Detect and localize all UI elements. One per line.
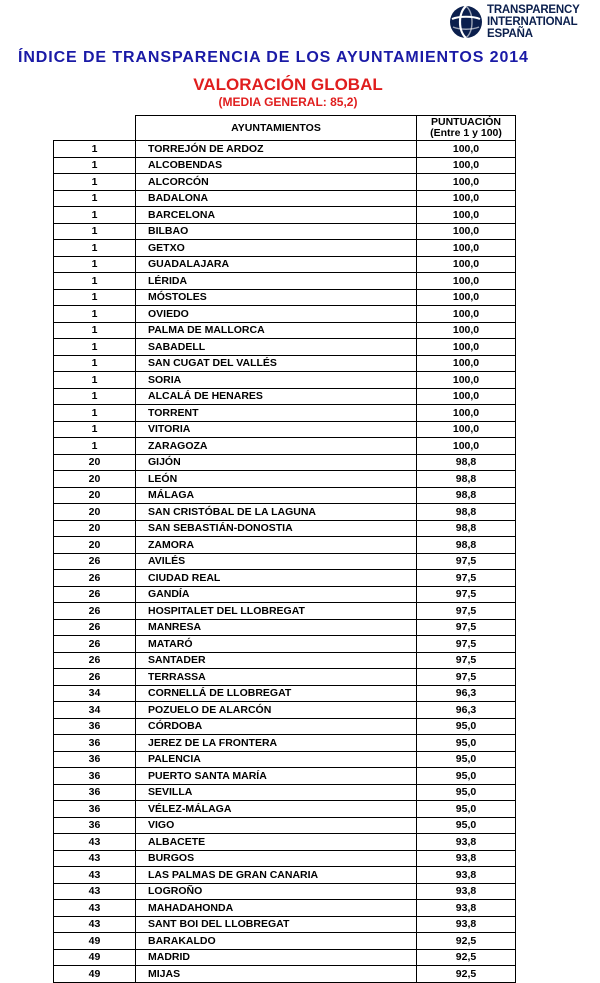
- score-cell: 100,0: [417, 405, 516, 422]
- rank-cell: 36: [54, 718, 136, 735]
- ayuntamiento-cell: MADRID: [136, 949, 417, 966]
- score-cell: 100,0: [417, 207, 516, 224]
- score-cell: 96,3: [417, 685, 516, 702]
- rank-cell: 43: [54, 900, 136, 917]
- rank-cell: 26: [54, 586, 136, 603]
- rank-cell: 1: [54, 355, 136, 372]
- score-cell: 97,5: [417, 586, 516, 603]
- ayuntamiento-cell: ALCALÁ DE HENARES: [136, 388, 417, 405]
- rank-cell: 20: [54, 487, 136, 504]
- score-cell: 100,0: [417, 174, 516, 191]
- ayuntamiento-cell: MANRESA: [136, 619, 417, 636]
- table-row: [54, 768, 516, 785]
- score-cell: 97,5: [417, 603, 516, 620]
- table-row: [54, 718, 516, 735]
- score-cell: 98,8: [417, 504, 516, 521]
- score-cell: 97,5: [417, 652, 516, 669]
- table-row: [54, 537, 516, 554]
- table-row: [54, 867, 516, 884]
- table-row: [54, 438, 516, 455]
- rank-cell: 1: [54, 190, 136, 207]
- score-cell: 100,0: [417, 306, 516, 323]
- ayuntamiento-cell: VÉLEZ-MÁLAGA: [136, 801, 417, 818]
- score-cell: 92,5: [417, 933, 516, 950]
- rank-cell: 43: [54, 883, 136, 900]
- table-row: [54, 520, 516, 537]
- rank-cell: 1: [54, 421, 136, 438]
- ayuntamiento-cell: LÉRIDA: [136, 273, 417, 290]
- rank-cell: 34: [54, 702, 136, 719]
- score-cell: 95,0: [417, 817, 516, 834]
- ayuntamiento-cell: MÓSTOLES: [136, 289, 417, 306]
- rank-cell: 1: [54, 256, 136, 273]
- rank-cell: 20: [54, 454, 136, 471]
- ayuntamiento-cell: VITORIA: [136, 421, 417, 438]
- ayuntamiento-cell: GIJÓN: [136, 454, 417, 471]
- rank-cell: 1: [54, 289, 136, 306]
- table-row: [54, 850, 516, 867]
- ayuntamiento-cell: VIGO: [136, 817, 417, 834]
- score-cell: 98,8: [417, 520, 516, 537]
- table-row: [54, 949, 516, 966]
- ayuntamiento-cell: SANTADER: [136, 652, 417, 669]
- table-row: [54, 405, 516, 422]
- score-cell: 93,8: [417, 867, 516, 884]
- table-row: [54, 817, 516, 834]
- score-cell: 100,0: [417, 223, 516, 240]
- score-cell: 93,8: [417, 900, 516, 917]
- score-cell: 97,5: [417, 570, 516, 587]
- ayuntamiento-cell: CÓRDOBA: [136, 718, 417, 735]
- logo-line-1: TRANSPARENCY: [487, 4, 580, 16]
- table-row: [54, 916, 516, 933]
- table-row: [54, 273, 516, 290]
- score-cell: 98,8: [417, 487, 516, 504]
- rank-cell: 20: [54, 504, 136, 521]
- rank-cell: 43: [54, 850, 136, 867]
- ayuntamiento-cell: ALCOBENDAS: [136, 157, 417, 174]
- ranking-table: [53, 115, 516, 983]
- score-cell: 100,0: [417, 273, 516, 290]
- ayuntamiento-cell: BADALONA: [136, 190, 417, 207]
- table-row: [54, 174, 516, 191]
- rank-cell: 26: [54, 669, 136, 686]
- ayuntamiento-cell: AVILÉS: [136, 553, 417, 570]
- score-cell: 100,0: [417, 141, 516, 158]
- puntuacion-label: PUNTUACIÓN: [431, 116, 501, 128]
- score-cell: 97,5: [417, 553, 516, 570]
- ayuntamiento-cell: MÁLAGA: [136, 487, 417, 504]
- table-row: [54, 751, 516, 768]
- score-cell: 100,0: [417, 388, 516, 405]
- score-cell: 100,0: [417, 256, 516, 273]
- score-cell: 93,8: [417, 834, 516, 851]
- rank-cell: 1: [54, 388, 136, 405]
- rank-cell: 26: [54, 553, 136, 570]
- rank-cell: 36: [54, 735, 136, 752]
- score-cell: 98,8: [417, 537, 516, 554]
- average-score: (MEDIA GENERAL: 85,2): [218, 95, 358, 109]
- score-cell: 95,0: [417, 751, 516, 768]
- ayuntamiento-cell: GETXO: [136, 240, 417, 257]
- score-cell: 95,0: [417, 801, 516, 818]
- ayuntamiento-cell: JEREZ DE LA FRONTERA: [136, 735, 417, 752]
- ranking-table-body: [54, 141, 516, 983]
- ayuntamiento-cell: PALMA DE MALLORCA: [136, 322, 417, 339]
- rank-cell: 43: [54, 834, 136, 851]
- table-row: [54, 619, 516, 636]
- table-row: [54, 801, 516, 818]
- ayuntamiento-cell: SEVILLA: [136, 784, 417, 801]
- rank-cell: 36: [54, 768, 136, 785]
- table-row: [54, 966, 516, 983]
- rank-cell: 34: [54, 685, 136, 702]
- page-subtitle: VALORACIÓN GLOBAL: [193, 75, 383, 94]
- table-row: [54, 784, 516, 801]
- ayuntamiento-cell: LAS PALMAS DE GRAN CANARIA: [136, 867, 417, 884]
- ayuntamiento-cell: LOGROÑO: [136, 883, 417, 900]
- table-row: [54, 685, 516, 702]
- table-row: [54, 240, 516, 257]
- rank-cell: 20: [54, 471, 136, 488]
- rank-cell: 49: [54, 933, 136, 950]
- ayuntamiento-cell: GANDÍA: [136, 586, 417, 603]
- rank-column-header: [54, 116, 136, 141]
- table-row: [54, 586, 516, 603]
- ayuntamiento-cell: PALENCIA: [136, 751, 417, 768]
- rank-cell: 36: [54, 801, 136, 818]
- score-cell: 98,8: [417, 471, 516, 488]
- table-row: [54, 306, 516, 323]
- rank-cell: 43: [54, 867, 136, 884]
- table-row: [54, 933, 516, 950]
- puntuacion-column-header: [417, 116, 516, 141]
- ayuntamiento-cell: SANT BOI DEL LLOBREGAT: [136, 916, 417, 933]
- table-row: [54, 223, 516, 240]
- rank-cell: 49: [54, 949, 136, 966]
- score-cell: 100,0: [417, 372, 516, 389]
- ayuntamiento-cell: SAN CUGAT DEL VALLÉS: [136, 355, 417, 372]
- score-cell: 95,0: [417, 784, 516, 801]
- ayuntamiento-cell: HOSPITALET DEL LLOBREGAT: [136, 603, 417, 620]
- rank-cell: 43: [54, 916, 136, 933]
- ayuntamiento-cell: CORNELLÁ DE LLOBREGAT: [136, 685, 417, 702]
- table-header-row: [54, 116, 516, 141]
- table-row: [54, 504, 516, 521]
- rank-cell: 26: [54, 652, 136, 669]
- table-row: [54, 289, 516, 306]
- rank-cell: 1: [54, 240, 136, 257]
- ayuntamiento-cell: PUERTO SANTA MARÍA: [136, 768, 417, 785]
- rank-cell: 1: [54, 223, 136, 240]
- table-row: [54, 372, 516, 389]
- ayuntamiento-cell: CIUDAD REAL: [136, 570, 417, 587]
- rank-cell: 1: [54, 157, 136, 174]
- ayuntamiento-cell: BILBAO: [136, 223, 417, 240]
- rank-cell: 36: [54, 817, 136, 834]
- ayuntamiento-cell: MIJAS: [136, 966, 417, 983]
- ayuntamiento-cell: POZUELO DE ALARCÓN: [136, 702, 417, 719]
- ayuntamiento-cell: BURGOS: [136, 850, 417, 867]
- ayuntamiento-cell: SAN CRISTÓBAL DE LA LAGUNA: [136, 504, 417, 521]
- ayuntamiento-cell: OVIEDO: [136, 306, 417, 323]
- table-row: [54, 322, 516, 339]
- ayuntamiento-cell: MAHADAHONDA: [136, 900, 417, 917]
- score-cell: 93,8: [417, 883, 516, 900]
- score-cell: 100,0: [417, 190, 516, 207]
- ayuntamiento-cell: MATARÓ: [136, 636, 417, 653]
- ayuntamiento-cell: SORIA: [136, 372, 417, 389]
- rank-cell: 1: [54, 141, 136, 158]
- table-row: [54, 141, 516, 158]
- table-row: [54, 421, 516, 438]
- table-row: [54, 636, 516, 653]
- rank-cell: 20: [54, 520, 136, 537]
- table-row: [54, 471, 516, 488]
- table-row: [54, 553, 516, 570]
- score-cell: 93,8: [417, 916, 516, 933]
- table-row: [54, 834, 516, 851]
- rank-cell: 1: [54, 174, 136, 191]
- transparency-international-logo: [449, 3, 599, 43]
- score-cell: 100,0: [417, 339, 516, 356]
- rank-cell: 1: [54, 405, 136, 422]
- table-row: [54, 900, 516, 917]
- table-row: [54, 702, 516, 719]
- table-row: [54, 669, 516, 686]
- ayuntamiento-cell: ZARAGOZA: [136, 438, 417, 455]
- score-cell: 100,0: [417, 355, 516, 372]
- rank-cell: 49: [54, 966, 136, 983]
- rank-cell: 1: [54, 322, 136, 339]
- score-cell: 100,0: [417, 322, 516, 339]
- score-cell: 93,8: [417, 850, 516, 867]
- ayuntamientos-column-header: AYUNTAMIENTOS: [136, 116, 417, 141]
- ayuntamiento-cell: TORREJÓN DE ARDOZ: [136, 141, 417, 158]
- score-cell: 92,5: [417, 949, 516, 966]
- globe-logo-icon: [449, 5, 483, 39]
- ayuntamiento-cell: ALCORCÓN: [136, 174, 417, 191]
- table-row: [54, 388, 516, 405]
- rank-cell: 1: [54, 273, 136, 290]
- table-row: [54, 883, 516, 900]
- table-row: [54, 207, 516, 224]
- rank-cell: 1: [54, 372, 136, 389]
- score-cell: 100,0: [417, 240, 516, 257]
- score-cell: 100,0: [417, 421, 516, 438]
- rank-cell: 36: [54, 784, 136, 801]
- table-row: [54, 487, 516, 504]
- table-row: [54, 339, 516, 356]
- table-row: [54, 735, 516, 752]
- ayuntamiento-cell: TORRENT: [136, 405, 417, 422]
- score-cell: 95,0: [417, 718, 516, 735]
- rank-cell: 26: [54, 619, 136, 636]
- ayuntamiento-cell: BARAKALDO: [136, 933, 417, 950]
- table-row: [54, 652, 516, 669]
- ayuntamiento-cell: ZAMORA: [136, 537, 417, 554]
- puntuacion-range: (Entre 1 y 100): [430, 127, 502, 139]
- table-row: [54, 157, 516, 174]
- rank-cell: 20: [54, 537, 136, 554]
- score-cell: 96,3: [417, 702, 516, 719]
- table-row: [54, 570, 516, 587]
- table-row: [54, 454, 516, 471]
- ayuntamiento-cell: GUADALAJARA: [136, 256, 417, 273]
- rank-cell: 26: [54, 603, 136, 620]
- score-cell: 92,5: [417, 966, 516, 983]
- score-cell: 97,5: [417, 619, 516, 636]
- score-cell: 98,8: [417, 454, 516, 471]
- table-row: [54, 603, 516, 620]
- logo-line-3: ESPAÑA: [487, 28, 533, 40]
- rank-cell: 1: [54, 339, 136, 356]
- score-cell: 100,0: [417, 438, 516, 455]
- rank-cell: 26: [54, 570, 136, 587]
- page-title: ÍNDICE DE TRANSPARENCIA DE LOS AYUNTAMIENTOS 2014: [18, 49, 529, 66]
- table-row: [54, 256, 516, 273]
- table-row: [54, 190, 516, 207]
- rank-cell: 1: [54, 438, 136, 455]
- logo-wordmark: [487, 4, 599, 40]
- rank-cell: 1: [54, 306, 136, 323]
- score-cell: 97,5: [417, 636, 516, 653]
- ayuntamiento-cell: SABADELL: [136, 339, 417, 356]
- score-cell: 100,0: [417, 157, 516, 174]
- score-cell: 100,0: [417, 289, 516, 306]
- ayuntamiento-cell: BARCELONA: [136, 207, 417, 224]
- ayuntamiento-cell: ALBACETE: [136, 834, 417, 851]
- ayuntamiento-cell: SAN SEBASTIÁN-DONOSTIA: [136, 520, 417, 537]
- rank-cell: 36: [54, 751, 136, 768]
- ayuntamiento-cell: LEÓN: [136, 471, 417, 488]
- logo-line-2: INTERNATIONAL: [487, 16, 578, 28]
- score-cell: 95,0: [417, 735, 516, 752]
- ayuntamiento-cell: TERRASSA: [136, 669, 417, 686]
- rank-cell: 26: [54, 636, 136, 653]
- score-cell: 97,5: [417, 669, 516, 686]
- rank-cell: 1: [54, 207, 136, 224]
- table-row: [54, 355, 516, 372]
- score-cell: 95,0: [417, 768, 516, 785]
